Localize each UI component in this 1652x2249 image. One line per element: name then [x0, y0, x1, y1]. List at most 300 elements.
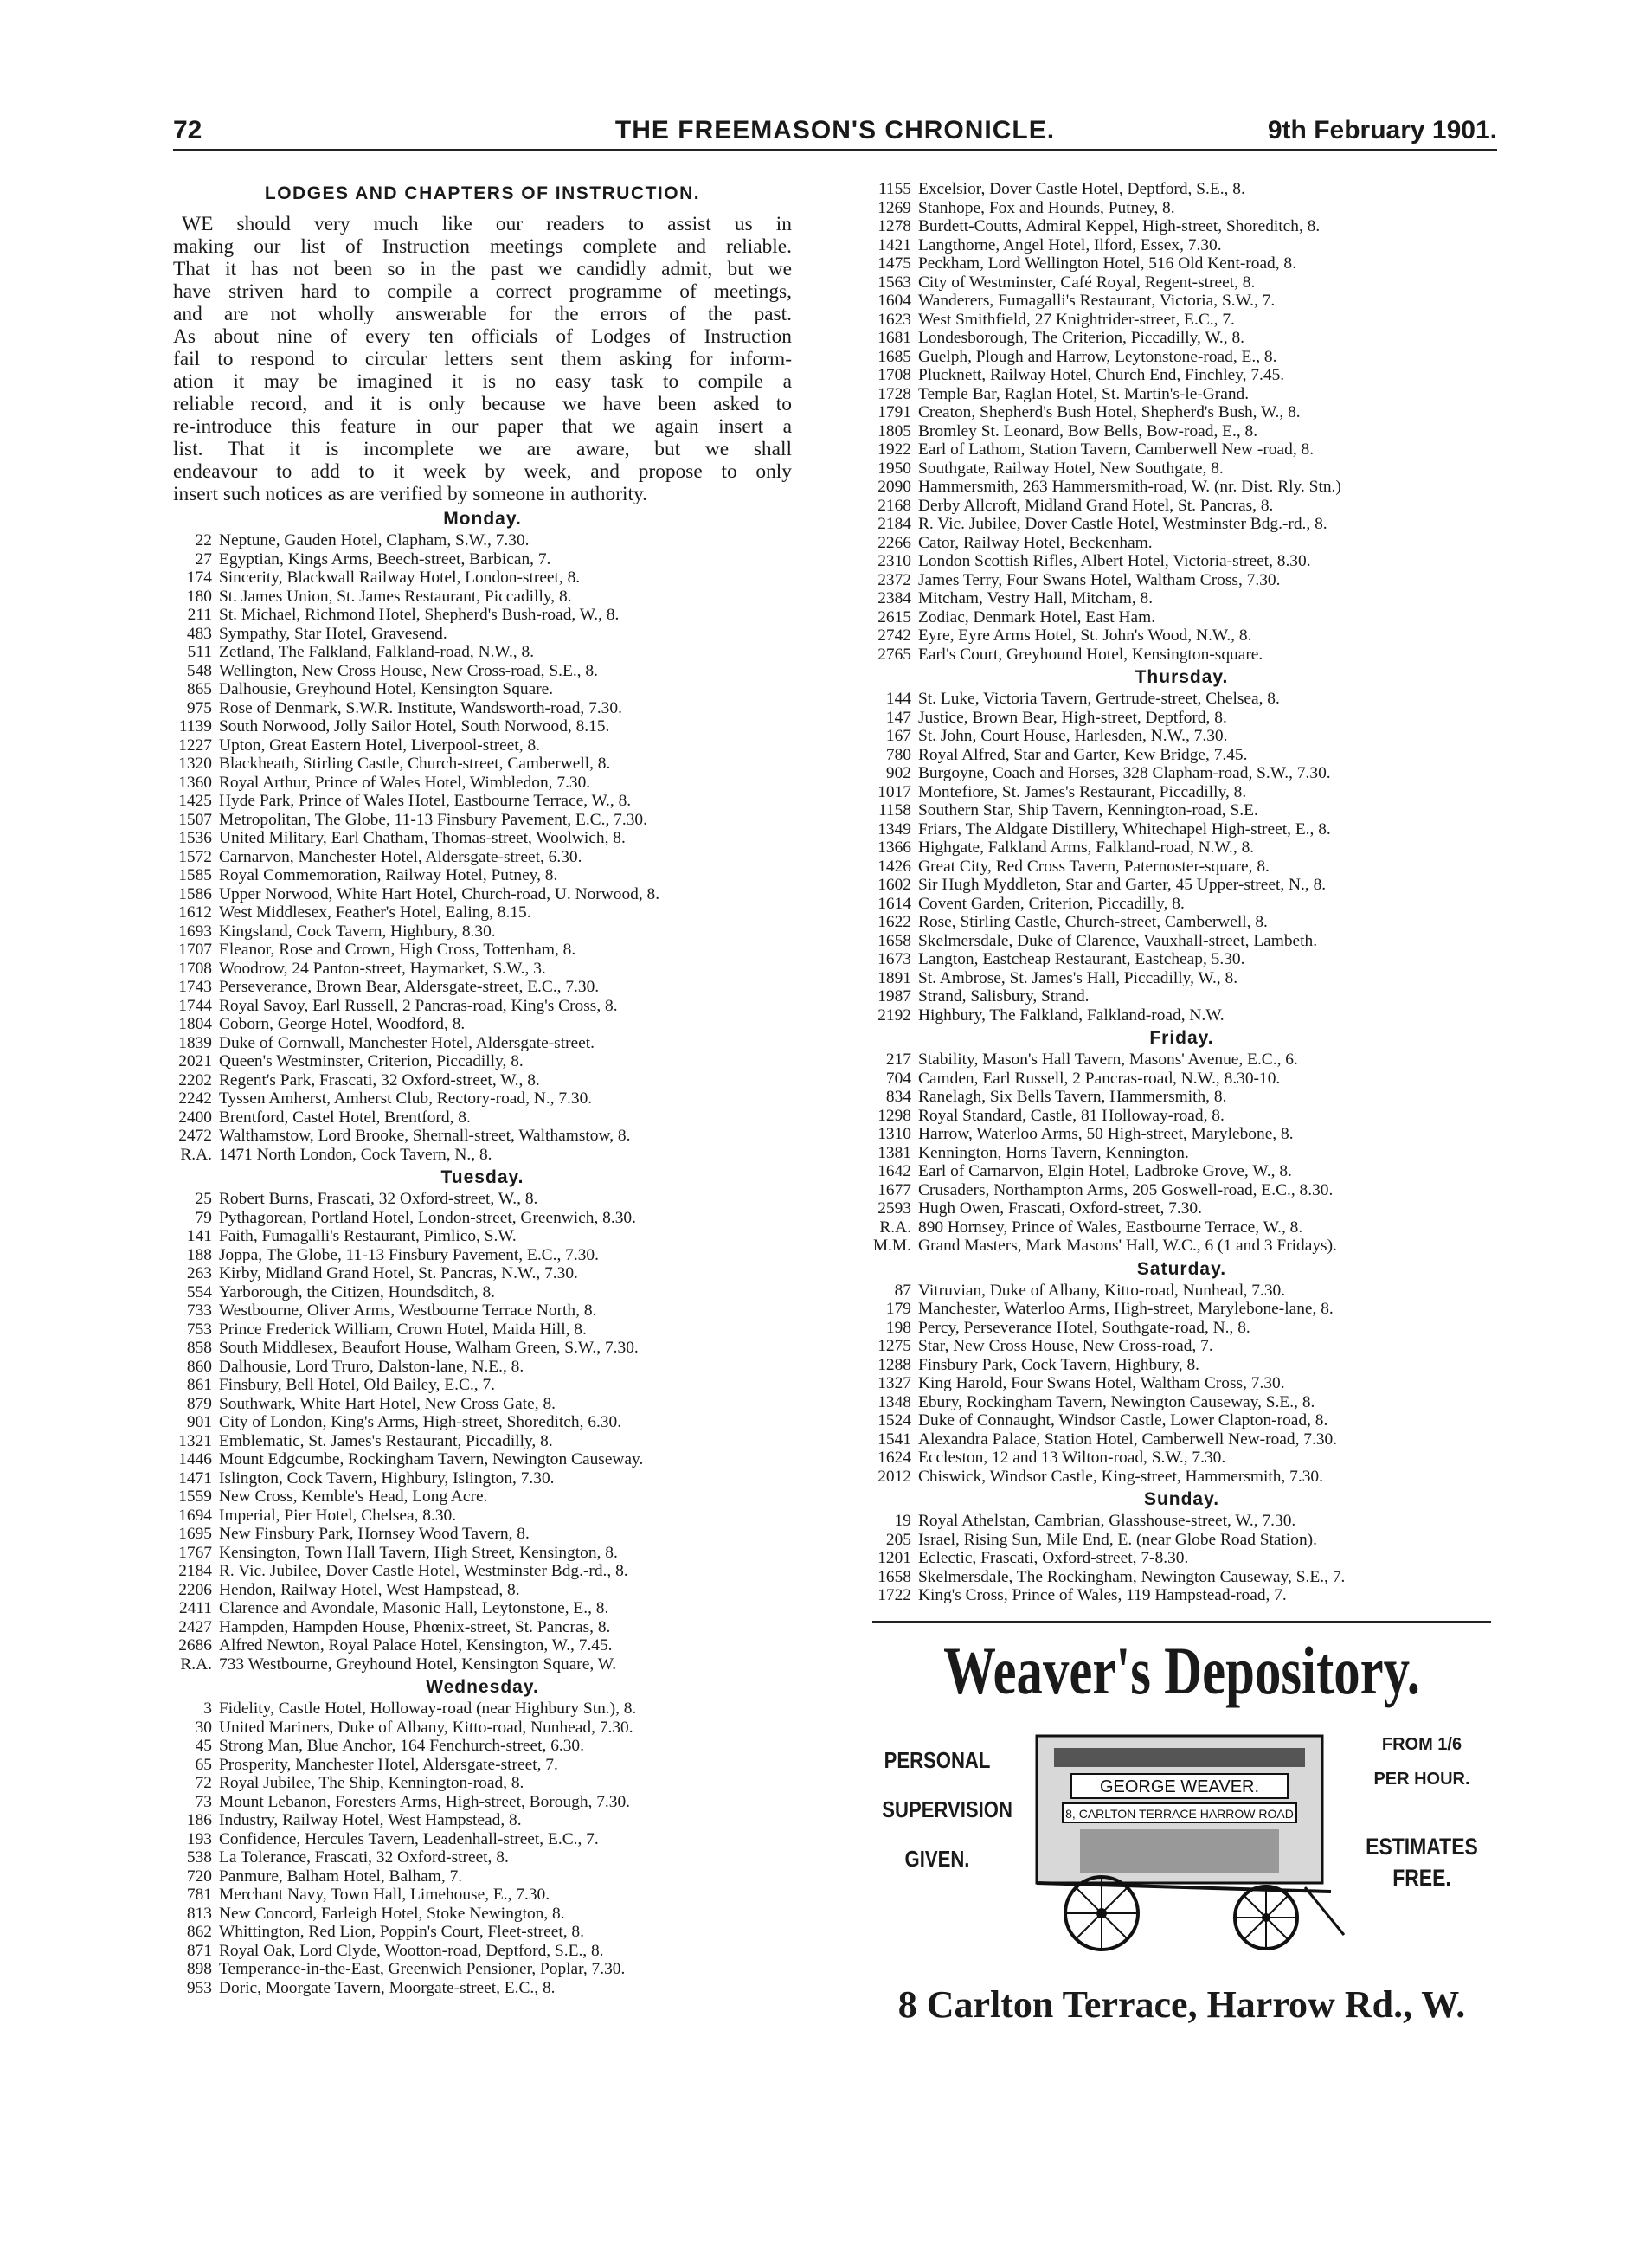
lodge-number: 1310	[877, 1125, 911, 1143]
lodge-entry	[872, 727, 1491, 746]
lodge-number: 1612	[178, 903, 212, 922]
publication-title: THE FREEMASON'S CHRONICLE.	[614, 116, 1056, 145]
lodge-details: New Concord, Farleigh Hotel, Stoke Newington, 8.	[219, 1904, 565, 1923]
lodge-entry	[872, 459, 1491, 479]
lodge-number: 27	[195, 549, 212, 569]
lodge-entry	[872, 403, 1491, 422]
lodge-entry	[173, 1283, 792, 1302]
lodge-number: 865	[186, 680, 212, 698]
lodge-list-wednesday-continued	[872, 180, 1491, 664]
intro-line: list. That it is incomplete we are aware, but we shall	[173, 438, 792, 460]
lodge-details: Duke of Cornwall, Manchester Hotel, Aldersgate-street.	[219, 1033, 595, 1052]
lodge-entry	[173, 866, 792, 885]
lodge-entry	[872, 895, 1491, 914]
day-heading-thursday: Thursday.	[1135, 667, 1229, 687]
lodge-number: 141	[186, 1227, 212, 1245]
lodge-number: 1922	[877, 440, 911, 459]
lodge-number: 1658	[877, 931, 911, 950]
lodge-details: Temple Bar, Raglan Hotel, St. Martin's-le-Grand.	[918, 384, 1250, 403]
lodge-details: Tyssen Amherst, Amherst Club, Rectory-road, N., 7.30.	[219, 1089, 593, 1108]
lodge-entry	[872, 1411, 1491, 1430]
lodge-number: 2472	[178, 1127, 212, 1145]
lodge-entry	[173, 941, 792, 960]
lodge-number: 2242	[178, 1089, 212, 1108]
lodge-details: Regent's Park, Frascati, 32 Oxford-street, W., 8.	[219, 1070, 540, 1089]
lodge-details: Skelmersdale, Duke of Clarence, Vauxhall-street, Lambeth.	[918, 931, 1318, 950]
lodge-details: Fidelity, Castle Hotel, Holloway-road (near Highbury Stn.), 8.	[219, 1700, 637, 1718]
lodge-details: Hendon, Railway Hotel, West Hampstead, 8.	[219, 1580, 520, 1599]
lodge-details: Robert Burns, Frascati, 32 Oxford-street, W., 8.	[219, 1190, 538, 1208]
lodge-entry	[872, 1337, 1491, 1356]
lodge-details: Covent Garden, Criterion, Piccadilly, 8.	[918, 894, 1185, 913]
lodge-entry	[173, 1227, 792, 1246]
lodge-number: 834	[885, 1088, 911, 1106]
intro-line: fail to respond to circular letters sent them asking for inform-	[173, 348, 792, 370]
lodge-number: 2012	[877, 1467, 911, 1486]
lodge-entry	[872, 440, 1491, 459]
lodge-details: Royal Arthur, Prince of Wales Hotel, Wimbledon, 7.30.	[219, 773, 591, 792]
lodge-details: James Terry, Four Swans Hotel, Waltham Cross, 7.30.	[918, 570, 1281, 589]
lodge-details: Vitruvian, Duke of Albany, Kitto-road, Nunhead, 7.30.	[918, 1281, 1286, 1300]
lodge-number: 217	[885, 1051, 911, 1069]
lodge-number: 538	[186, 1848, 212, 1867]
lodge-entry	[173, 1867, 792, 1886]
lodge-entry	[872, 311, 1491, 330]
lodge-details: City of London, King's Arms, High-street, Shoreditch, 6.30.	[219, 1413, 622, 1431]
lodge-details: Stanhope, Fox and Hounds, Putney, 8.	[918, 198, 1175, 217]
intro-line: reliable record, and it is only because we have been asked to	[173, 393, 792, 415]
lodge-number: 1155	[877, 180, 911, 198]
lodge-number: 511	[187, 643, 212, 661]
lodge-number: 72	[195, 1774, 212, 1792]
lodge-entry	[872, 820, 1491, 839]
lodge-details: Peckham, Lord Wellington Hotel, 516 Old Kent-road, 8.	[918, 254, 1296, 273]
ad-left-line: PERSONAL	[884, 1746, 991, 1773]
lodge-details: South Middlesex, Beaufort House, Walham Green, S.W., 7.30.	[219, 1339, 639, 1357]
lodge-details: Pythagorean, Portland Hotel, London-street, Greenwich, 8.30.	[219, 1208, 636, 1227]
day-heading-sunday: Sunday.	[1143, 1489, 1220, 1509]
lodge-entry	[872, 497, 1491, 516]
lodge-entry	[173, 1599, 792, 1618]
lodge-entry	[872, 1199, 1491, 1218]
lodge-entry	[173, 1811, 792, 1830]
lodge-details: Mitcham, Vestry Hall, Mitcham, 8.	[918, 589, 1154, 607]
lodge-entry	[173, 1960, 792, 1979]
lodge-entry	[173, 1320, 792, 1340]
lodge-details: West Middlesex, Feather's Hotel, Ealing, 8.15.	[219, 903, 531, 922]
lodge-number: 1559	[178, 1488, 212, 1506]
lodge-number: 2765	[877, 645, 911, 664]
lodge-details: Neptune, Gauden Hotel, Clapham, S.W., 7.30.	[219, 531, 530, 549]
lodge-entry	[173, 1923, 792, 1942]
ad-left-text	[882, 1736, 1012, 1884]
lodge-number: 147	[885, 708, 911, 727]
lodge-entry	[872, 913, 1491, 932]
lodge-entry	[872, 422, 1491, 441]
lodge-entry	[173, 1469, 792, 1488]
lodge-number: 2411	[178, 1599, 212, 1617]
lodge-number: 1950	[877, 459, 911, 478]
lodge-number: 87	[894, 1281, 911, 1300]
lodge-details: Derby Allcroft, Midland Grand Hotel, St. Pancras, 8.	[918, 496, 1274, 515]
lodge-entry	[872, 273, 1491, 292]
lodge-details: Stability, Mason's Hall Tavern, Masons' Avenue, E.C., 6.	[918, 1051, 1298, 1069]
page-number: 72	[173, 116, 202, 145]
lodge-number: 1804	[178, 1015, 212, 1033]
lodge-details: Earl of Lathom, Station Tavern, Camberwell New -road, 8.	[918, 440, 1315, 459]
lodge-entry	[872, 254, 1491, 273]
lodge-entry	[872, 385, 1491, 404]
lodge-details: Prosperity, Manchester Hotel, Aldersgate-street, 7.	[219, 1755, 558, 1774]
lodge-entry	[173, 774, 792, 793]
lodge-number: 1623	[877, 310, 911, 329]
lodge-number: 19	[894, 1512, 911, 1530]
lodge-entry	[872, 1300, 1491, 1319]
lodge-details: Hampden, Hampden House, Phœnix-street, St. Pancras, 8.	[219, 1617, 611, 1636]
lodge-details: Skelmersdale, The Rockingham, Newington Causeway, S.E., 7.	[918, 1567, 1346, 1586]
lodge-entry	[872, 236, 1491, 255]
lodge-details: Royal Savoy, Earl Russell, 2 Pancras-road, King's Cross, 8.	[219, 996, 618, 1015]
lodge-number: 2184	[178, 1562, 212, 1580]
lodge-number: 1541	[877, 1430, 911, 1449]
lodge-number: 548	[186, 661, 212, 680]
lodge-entry	[173, 569, 792, 588]
lodge-number: 1681	[877, 329, 911, 347]
lodge-details: Perseverance, Brown Bear, Aldersgate-street, E.C., 7.30.	[219, 978, 600, 996]
lodge-number: 1349	[877, 819, 911, 839]
lodge-entry	[872, 1006, 1491, 1025]
lodge-entry	[173, 1190, 792, 1209]
lodge-entry	[173, 1507, 792, 1526]
lodge-entry	[173, 1488, 792, 1507]
lodge-entry	[173, 717, 792, 736]
lodge-number: 1728	[877, 384, 911, 403]
lodge-details: Hammersmith, 263 Hammersmith-road, W. (nr. Dist. Rly. Stn.)	[918, 478, 1341, 496]
lodge-entry	[173, 1034, 792, 1053]
ad-estimates: ESTIMATES	[1366, 1833, 1478, 1860]
lodge-entry	[173, 792, 792, 811]
lodge-number: M.M.	[872, 1237, 911, 1255]
lodge-details: Hyde Park, Prince of Wales Hotel, Eastbourne Terrace, W., 8.	[219, 792, 632, 810]
lodge-entry	[872, 1162, 1491, 1181]
lodge-details: Crusaders, Northampton Arms, 205 Goswell-road, E.C., 8.30.	[918, 1180, 1334, 1199]
lodge-entry	[173, 829, 792, 848]
lodge-number: 781	[186, 1886, 212, 1904]
lodge-entry	[872, 987, 1491, 1006]
lodge-details: Grand Masters, Mark Masons' Hall, W.C., 6 (1 and 3 Fridays).	[918, 1237, 1337, 1255]
lodge-number: 1708	[877, 366, 911, 384]
lodge-details: Hugh Owen, Frascati, Oxford-street, 7.30.	[918, 1199, 1202, 1218]
lodge-entry	[173, 1700, 792, 1719]
removal-van-illustration	[1019, 1719, 1348, 1961]
lodge-details: Royal Commemoration, Railway Hotel, Putney, 8.	[219, 866, 558, 884]
lodge-number: 1744	[178, 996, 212, 1015]
lodge-details: 733 Westbourne, Greyhound Hotel, Kensington Square, W.	[219, 1655, 617, 1674]
lodge-number: 1288	[877, 1355, 911, 1374]
lodge-list-friday	[872, 1051, 1491, 1256]
lodge-list-tuesday	[173, 1190, 792, 1674]
lodge-details: Upper Norwood, White Hart Hotel, Church-road, U. Norwood, 8.	[219, 884, 660, 903]
lodge-number: 1426	[877, 857, 911, 876]
lodge-list-thursday	[872, 690, 1491, 1025]
lodge-entry	[173, 1339, 792, 1358]
lodge-number: 1381	[877, 1143, 911, 1162]
lodge-number: 1275	[877, 1337, 911, 1355]
lodge-details: Westbourne, Oliver Arms, Westbourne Terrace North, 8.	[219, 1301, 597, 1320]
lodge-entry	[872, 709, 1491, 728]
lodge-details: Alexandra Palace, Station Hotel, Camberwell New-road, 7.30.	[918, 1430, 1338, 1449]
article-intro	[173, 213, 792, 505]
lodge-number: 1677	[877, 1180, 911, 1199]
lodge-number: 901	[186, 1413, 212, 1431]
lodge-number: 1017	[877, 782, 911, 801]
lodge-number: 862	[186, 1923, 212, 1941]
lodge-entry	[872, 1125, 1491, 1144]
lodge-list-monday	[173, 531, 792, 1164]
lodge-entry	[872, 876, 1491, 895]
lodge-details: La Tolerance, Frascati, 32 Oxford-street, 8.	[219, 1848, 509, 1867]
lodge-entry	[173, 960, 792, 979]
lodge-entry	[173, 1376, 792, 1395]
ad-title: Weaver's Depository.	[943, 1632, 1420, 1708]
intro-line: endeavour to add to it week by week, and propose to only	[173, 460, 792, 483]
lodge-entry	[872, 217, 1491, 236]
lodge-entry	[173, 1246, 792, 1265]
lodge-entry	[872, 608, 1491, 627]
lodge-entry	[173, 755, 792, 774]
lodge-number: 1425	[178, 792, 212, 810]
lodge-entry	[173, 588, 792, 607]
lodge-number: 1658	[877, 1567, 911, 1586]
lodge-details: Clarence and Avondale, Masonic Hall, Leytonstone, E., 8.	[219, 1599, 609, 1617]
lodge-details: Harrow, Waterloo Arms, 50 High-street, Marylebone, 8.	[918, 1125, 1294, 1143]
lodge-entry	[872, 950, 1491, 969]
lodge-details: Panmure, Balham Hotel, Balham, 7.	[219, 1867, 463, 1886]
lodge-details: Plucknett, Railway Hotel, Church End, Finchley, 7.45.	[918, 366, 1285, 384]
lodge-details: Confidence, Hercules Tavern, Leadenhall-street, E.C., 7.	[219, 1829, 599, 1848]
lodge-details: Egyptian, Kings Arms, Beech-street, Barbican, 7.	[219, 549, 551, 569]
lodge-details: Guelph, Plough and Harrow, Leytonstone-road, E., 8.	[918, 347, 1277, 366]
lodge-details: Earl's Court, Greyhound Hotel, Kensington-square.	[918, 645, 1263, 664]
lodge-details: Kensington, Town Hall Tavern, High Street, Kensington, 8.	[219, 1543, 618, 1562]
lodge-entry	[173, 1756, 792, 1775]
lodge-entry	[872, 783, 1491, 802]
lodge-entry	[173, 643, 792, 662]
lodge-details: New Finsbury Park, Hornsey Wood Tavern, 8.	[219, 1525, 530, 1543]
lodge-number: 1321	[178, 1431, 212, 1450]
lodge-details: Burgoyne, Coach and Horses, 328 Clapham-road, S.W., 7.30.	[918, 764, 1331, 782]
lodge-entry	[173, 1544, 792, 1563]
lodge-entry	[872, 1512, 1491, 1531]
lodge-entry	[872, 1568, 1491, 1587]
lodge-number: 211	[187, 606, 212, 624]
lodge-number: 1805	[877, 421, 911, 440]
lodge-entry	[872, 932, 1491, 951]
lodge-entry	[872, 515, 1491, 534]
lodge-number: 1602	[877, 876, 911, 894]
lodge-number: 1987	[877, 987, 911, 1006]
lodge-details: City of Westminster, Café Royal, Regent-street, 8.	[918, 273, 1256, 292]
lodge-details: Strand, Salisbury, Strand.	[918, 987, 1090, 1006]
lodge-entry	[173, 1525, 792, 1544]
lodge-details: Whittington, Red Lion, Poppin's Court, Fleet-street, 8.	[219, 1923, 584, 1941]
lodge-number: 1475	[877, 254, 911, 273]
lodge-number: 1471	[178, 1468, 212, 1488]
lodge-entry	[173, 1618, 792, 1637]
lodge-details: Kennington, Horns Tavern, Kennington.	[918, 1143, 1189, 1162]
lodge-number: 1524	[877, 1411, 911, 1430]
lodge-details: Langton, Eastcheap Restaurant, Eastcheap, 5.30.	[918, 950, 1245, 968]
lodge-list-saturday	[872, 1282, 1491, 1487]
lodge-details: Manchester, Waterloo Arms, High-street, Marylebone-lane, 8.	[918, 1300, 1334, 1318]
lodge-entry	[872, 1468, 1491, 1487]
lodge-entry	[872, 690, 1491, 709]
lodge-details: Zetland, The Falkland, Falkland-road, N.W., 8.	[219, 643, 535, 661]
ad-per-hour: PER HOUR.	[1373, 1769, 1470, 1789]
intro-line: and are not wholly answerable for the errors of the past.	[173, 303, 792, 325]
day-heading-friday: Friday.	[1149, 1028, 1214, 1048]
lodge-details: Star, New Cross House, New Cross-road, 7.	[918, 1337, 1213, 1355]
lodge-entry	[173, 1209, 792, 1228]
lodge-entry	[173, 1848, 792, 1867]
lodge-number: R.A.	[180, 1655, 212, 1674]
lodge-entry	[173, 811, 792, 830]
lodge-number: 1604	[877, 292, 911, 310]
lodge-details: Langthorne, Angel Hotel, Ilford, Essex, 7.30.	[918, 235, 1222, 254]
lodge-number: 1269	[877, 198, 911, 217]
right-column	[872, 180, 1491, 2099]
lodge-details: South Norwood, Jolly Sailor Hotel, South Norwood, 8.15.	[219, 717, 610, 736]
lodge-number: 1298	[877, 1106, 911, 1125]
lodge-entry	[173, 978, 792, 997]
lodge-entry	[173, 550, 792, 569]
lodge-entry	[872, 1374, 1491, 1393]
lodge-entry	[173, 1636, 792, 1655]
lodge-entry	[872, 764, 1491, 783]
lodge-details: Brentford, Castel Hotel, Brentford, 8.	[219, 1108, 471, 1127]
lodge-number: 1707	[178, 941, 212, 959]
lodge-details: St. James Union, St. James Restaurant, Piccadilly, 8.	[219, 587, 572, 606]
lodge-number: 2021	[178, 1052, 212, 1070]
lodge-number: 554	[186, 1282, 212, 1301]
lodge-number: 205	[885, 1530, 911, 1549]
lodge-number: 2593	[877, 1199, 911, 1218]
lodge-details: Strong Man, Blue Anchor, 164 Fenchurch-street, 6.30.	[219, 1737, 584, 1755]
lodge-details: Imperial, Pier Hotel, Chelsea, 8.30.	[219, 1506, 457, 1525]
lodge-number: 871	[186, 1941, 212, 1960]
lodge-number: 483	[186, 624, 212, 643]
ad-left-line: SUPERVISION	[882, 1796, 1012, 1822]
lodge-entry	[173, 1071, 792, 1090]
lodge-details: Rose of Denmark, S.W.R. Institute, Wandsworth-road, 7.30.	[219, 698, 622, 717]
lodge-details: Rose, Stirling Castle, Church-street, Camberwell, 8.	[918, 913, 1268, 931]
lodge-entry	[173, 1264, 792, 1283]
lodge-entry	[173, 680, 792, 699]
lodge-number: 2202	[178, 1070, 212, 1089]
intro-line: re-introduce this feature in our paper that we again insert a	[173, 415, 792, 438]
lodge-number: 902	[885, 764, 911, 782]
lodge-details: Eclectic, Frascati, Oxford-street, 7-8.30.	[918, 1549, 1189, 1567]
lodge-number: 975	[186, 698, 212, 717]
lodge-number: 65	[195, 1755, 212, 1774]
lodge-details: Mount Lebanon, Foresters Arms, High-street, Borough, 7.30.	[219, 1792, 631, 1811]
lodge-entry	[173, 1108, 792, 1128]
lodge-entry	[872, 839, 1491, 858]
lodge-number: 1278	[877, 217, 911, 235]
ad-free: FREE.	[1392, 1864, 1451, 1891]
lodge-details: Cator, Railway Hotel, Beckenham.	[918, 533, 1153, 552]
lodge-details: Percy, Perseverance Hotel, Southgate-road, N., 8.	[918, 1318, 1250, 1337]
lodge-number: 1624	[877, 1449, 911, 1467]
lodge-entry	[872, 1531, 1491, 1550]
lodge-details: St. Luke, Victoria Tavern, Gertrude-street, Chelsea, 8.	[918, 690, 1280, 708]
lodge-details: Highgate, Falkland Arms, Falkland-road, N.W., 8.	[918, 839, 1255, 857]
lodge-number: 1586	[178, 884, 212, 903]
lodge-number: 188	[186, 1245, 212, 1264]
lodge-details: West Smithfield, 27 Knightrider-street, E.C., 7.	[918, 310, 1235, 329]
lodge-details: Creaton, Shepherd's Bush Hotel, Shepherd's Bush, W., 8.	[918, 403, 1301, 421]
left-column	[173, 180, 792, 1997]
lodge-number: 1891	[877, 968, 911, 987]
lodge-entry	[872, 1070, 1491, 1089]
lodge-number: 780	[885, 745, 911, 764]
van-sign-address: 8, CARLTON TERRACE HARROW ROAD	[1065, 1806, 1294, 1821]
day-heading-saturday: Saturday.	[1136, 1258, 1227, 1279]
lodge-entry	[173, 885, 792, 904]
lodge-details: Finsbury Park, Cock Tavern, Highbury, 8.	[918, 1355, 1200, 1374]
lodge-entry	[173, 1979, 792, 1998]
lodge-details: Blackheath, Stirling Castle, Church-street, Camberwell, 8.	[219, 755, 611, 773]
lodge-number: 1695	[178, 1525, 212, 1543]
lodge-number: 1685	[877, 347, 911, 366]
lodge-entry	[173, 662, 792, 681]
lodge-entry	[872, 589, 1491, 608]
lodge-details: Islington, Cock Tavern, Highbury, Islington, 7.30.	[219, 1468, 555, 1488]
lodge-number: 1722	[877, 1586, 911, 1604]
lodge-entry	[173, 1562, 792, 1581]
intro-line: have striven hard to compile a correct programme of meetings,	[173, 280, 792, 303]
lodge-details: Zodiac, Denmark Hotel, East Ham.	[918, 607, 1156, 627]
lodge-entry	[173, 1089, 792, 1108]
lodge-entry	[173, 1737, 792, 1756]
intro-line: insert such notices as are verified by someone in authority.	[173, 483, 648, 505]
lodge-details: Southgate, Railway Hotel, New Southgate, 8.	[918, 459, 1224, 478]
lodge-details: Alfred Newton, Royal Palace Hotel, Kensington, W., 7.45.	[219, 1636, 613, 1655]
lodge-details: Ranelagh, Six Bells Tavern, Hammersmith, 8.	[918, 1088, 1227, 1106]
lodge-number: 2400	[178, 1108, 212, 1127]
lodge-number: 1201	[877, 1549, 911, 1567]
intro-line: As about nine of every ten officials of Lodges of Instruction	[173, 325, 792, 348]
lodge-number: 1743	[178, 978, 212, 996]
lodge-details: Merchant Navy, Town Hall, Limehouse, E., 7.30.	[219, 1886, 550, 1904]
lodge-entry	[173, 625, 792, 644]
lodge-entry	[173, 1413, 792, 1432]
lodge-number: 25	[195, 1190, 212, 1208]
lodge-entry	[872, 1144, 1491, 1163]
lodge-details: Faith, Fumagalli's Restaurant, Pimlico, S.W.	[219, 1227, 517, 1245]
lodge-entry	[173, 1432, 792, 1451]
lodge-details: United Military, Earl Chatham, Thomas-street, Woolwich, 8.	[219, 829, 626, 847]
lodge-entry	[872, 969, 1491, 988]
lodge-details: Wellington, New Cross House, New Cross-road, S.E., 8.	[219, 661, 598, 680]
lodge-number: 144	[885, 690, 911, 708]
lodge-entry	[872, 1393, 1491, 1412]
lodge-details: New Cross, Kemble's Head, Long Acre.	[219, 1488, 488, 1506]
lodge-entry	[173, 1450, 792, 1469]
lodge-entry	[872, 1356, 1491, 1375]
lodge-details: Kingsland, Cock Tavern, Highbury, 8.30.	[219, 922, 496, 941]
lodge-number: 1366	[877, 839, 911, 857]
